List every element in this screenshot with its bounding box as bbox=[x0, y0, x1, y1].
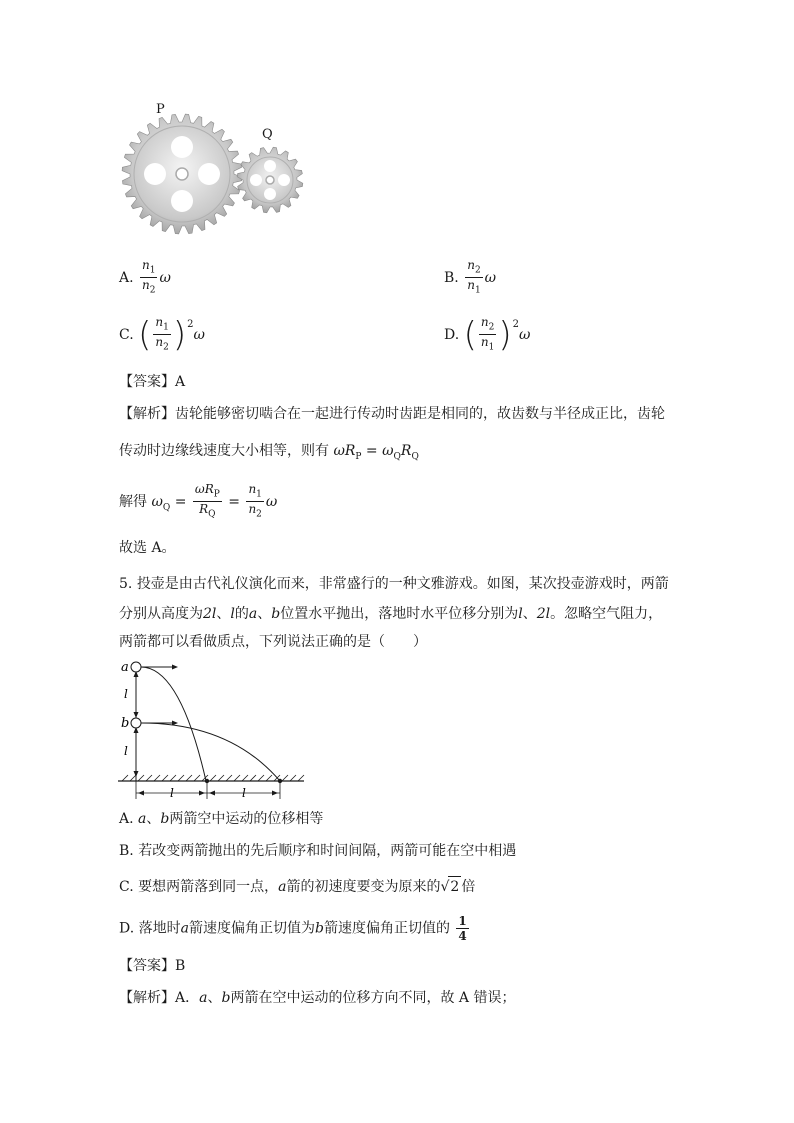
hatch-mark bbox=[154, 775, 160, 781]
gears-figure bbox=[118, 98, 308, 238]
q4-option-d-label: D. bbox=[444, 326, 460, 343]
gear-hole bbox=[171, 190, 193, 212]
sqrt-symbol: √ bbox=[440, 879, 450, 895]
arrow-down-2 bbox=[134, 771, 139, 777]
hatch-mark bbox=[234, 775, 240, 781]
hatch-mark bbox=[194, 775, 200, 781]
hatch-mark bbox=[290, 775, 296, 781]
hatch-mark bbox=[250, 775, 256, 781]
q4-answer bbox=[119, 372, 185, 392]
hatch-mark bbox=[130, 775, 136, 781]
gear-hub bbox=[266, 176, 274, 184]
label-l-horizontal-2: l bbox=[242, 786, 246, 800]
hatch-mark bbox=[266, 775, 272, 781]
solve-frac-1: $\frac{\omega R_P}{R_Q}$ bbox=[194, 482, 220, 520]
hatch-mark bbox=[218, 775, 224, 781]
q5-line3: 两箭都可以看做质点，下列说法正确的是（ ） bbox=[119, 634, 427, 650]
trajectory-b bbox=[141, 723, 280, 781]
point-b-circle bbox=[131, 718, 141, 728]
answer-tag: 【答案】 bbox=[119, 374, 175, 390]
gear-label-q: Q bbox=[262, 127, 273, 142]
gear-hole bbox=[171, 136, 193, 158]
label-a: a bbox=[121, 660, 129, 675]
q4-option-a-label: A. bbox=[119, 269, 134, 286]
hatch-mark bbox=[146, 775, 152, 781]
q4-option-b-label: B. bbox=[444, 269, 459, 286]
hatch-mark bbox=[178, 775, 184, 781]
q5-option-c: C. 要想两箭落到同一点，a箭的初速度要变为原来的√2 倍 bbox=[119, 876, 475, 897]
q4-option-c-label: C. bbox=[119, 326, 134, 343]
hatch-mark bbox=[298, 775, 304, 781]
gear-p bbox=[122, 114, 242, 234]
gear-hole bbox=[278, 174, 290, 186]
hatch-mark bbox=[258, 775, 264, 781]
q5-answer: 【答案】B bbox=[119, 958, 186, 974]
answer-value: A bbox=[175, 374, 186, 390]
q5-option-d: D. 落地时a箭速度偏角正切值为b箭速度偏角正切值的 $\frac{1}{4}$ bbox=[119, 914, 467, 943]
solve-frac-2: $\frac{n_1}{n_2}$ bbox=[248, 482, 262, 520]
q5-option-d-frac: $\frac{1}{4}$ bbox=[458, 914, 467, 943]
gear-hole bbox=[264, 160, 276, 172]
gear-hole bbox=[198, 163, 220, 185]
q4-analysis-line2: 传动时边缘线速度大小相等，则有 $\omega R_P = \omega_QR_Q$ bbox=[119, 443, 419, 462]
q4-analysis-solve: 解得 $\omega_Q$ = $\frac{\omega R_P}{R_Q}$ = $\frac{n_1}{n_2}$ ω bbox=[119, 482, 278, 520]
hatch-mark bbox=[210, 775, 216, 781]
equation-speed-equal: $\omega R_P = \omega_QR_Q$ bbox=[333, 443, 419, 462]
q5-option-b: B. 若改变两箭抛出的先后顺序和时间间隔，两箭可能在空中相遇 bbox=[119, 843, 517, 859]
hatch-mark bbox=[170, 775, 176, 781]
hatch-mark bbox=[226, 775, 232, 781]
q4-option-d-frac: $\frac{n_2}{n_1}$ bbox=[480, 315, 495, 353]
arrow-down-1 bbox=[134, 712, 139, 718]
point-a-circle bbox=[131, 662, 141, 672]
q5-option-a: A. a、b两箭空中运动的位移相等 bbox=[119, 811, 324, 827]
gear-label-p: P bbox=[156, 102, 165, 117]
hatch-mark bbox=[138, 775, 144, 781]
q5-analysis: 【解析】A．a、b两箭在空中运动的位移方向不同，故 A 错误； bbox=[119, 990, 516, 1006]
hatch-mark bbox=[242, 775, 248, 781]
gear-hub bbox=[176, 168, 188, 180]
hatch-mark bbox=[122, 775, 128, 781]
q4-option-b-frac: $\frac{n_2}{n_1}$ bbox=[467, 258, 481, 296]
q4-option-a-frac: $\frac{n_1}{n_2}$ bbox=[142, 258, 156, 296]
gear-hole bbox=[264, 188, 276, 200]
q5-line1: 5. 投壶是由古代礼仪演化而来，非常盛行的一种文雅游戏。如图，某次投壶游戏时，两箭 bbox=[119, 576, 669, 592]
label-l-horizontal-1: l bbox=[170, 786, 174, 800]
q4-option-b: B. $\frac{n_2}{n_1}$ ω bbox=[444, 258, 497, 296]
gear-hole bbox=[144, 163, 166, 185]
hatch-mark bbox=[162, 775, 168, 781]
q4-option-c-frac: $\frac{n_1}{n_2}$ bbox=[155, 315, 169, 353]
q4-option-c: C. ( $\frac{n_1}{n_2}$ ) $^2$ ω bbox=[119, 314, 205, 355]
q4-option-a: A. $\frac{n_1}{n_2}$ ω bbox=[119, 258, 171, 296]
q4-option-d: D. ( $\frac{n_2}{n_1}$ ) $^2$ ω bbox=[444, 314, 531, 355]
q4-analysis-line1: 【解析】齿轮能够密切啮合在一起进行传动时齿距是相同的，故齿数与半径成正比，齿轮 bbox=[119, 406, 665, 422]
hatch-mark bbox=[282, 775, 288, 781]
gear-q bbox=[237, 147, 303, 213]
projectile-diagram bbox=[118, 655, 313, 805]
q4-conclusion: 故选 A。 bbox=[119, 540, 176, 556]
label-b: b bbox=[121, 716, 130, 731]
analysis-tag: 【解析】 bbox=[119, 406, 175, 422]
gear-hole bbox=[250, 174, 262, 186]
label-l-vertical-1: l bbox=[124, 687, 128, 701]
hatch-mark bbox=[186, 775, 192, 781]
q5-line2: 分别从高度为2l、l的a、b位置水平抛出，落地时水平位移分别为l、2l。忽略空气阻力， bbox=[119, 606, 663, 622]
label-l-vertical-2: l bbox=[124, 744, 128, 758]
